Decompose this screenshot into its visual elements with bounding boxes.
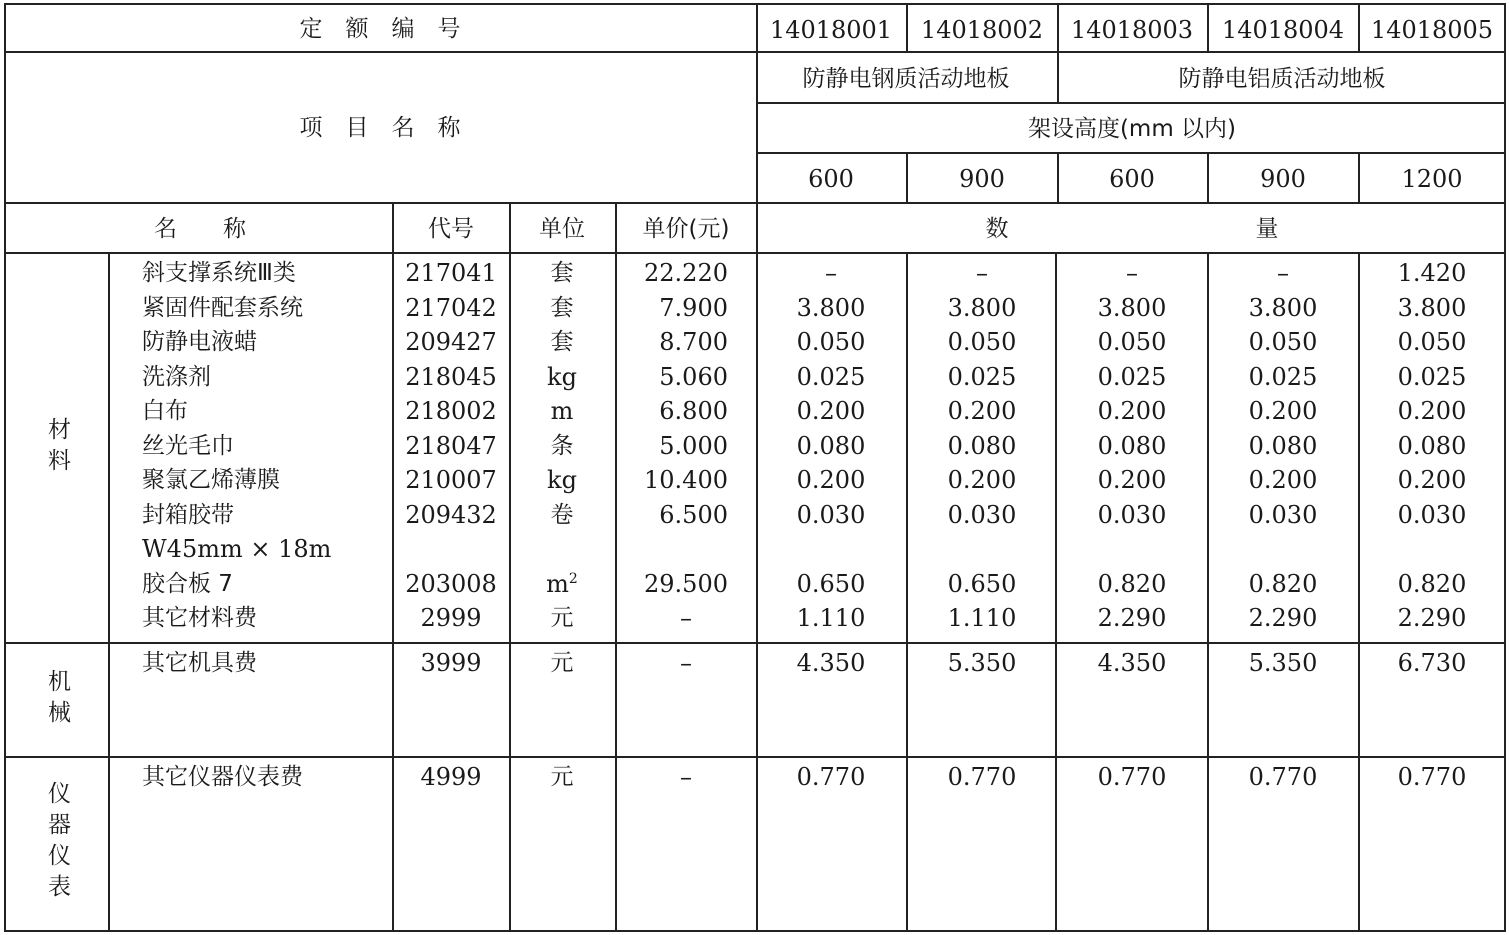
rule	[1358, 152, 1360, 204]
item-quantity: 1.110	[947, 604, 1017, 632]
item-quantity: 0.200	[1248, 397, 1318, 425]
item-quantity: 0.025	[796, 362, 866, 391]
item-quantity: 0.820	[1248, 569, 1318, 598]
item-quantity: 4.350	[1097, 649, 1167, 677]
item-quantity: 0.080	[796, 431, 866, 460]
item-quantity: 0.030	[796, 500, 866, 529]
item-quantity: 0.050	[1097, 328, 1167, 356]
item-name: 白布	[142, 398, 188, 424]
item-quantity: 0.820	[1097, 569, 1167, 598]
height-value: 900	[1260, 165, 1306, 193]
quota-table	[4, 3, 1506, 932]
item-price: 8.700	[659, 328, 728, 356]
item-quantity: 0.200	[1097, 397, 1167, 425]
rule	[1358, 5, 1360, 53]
item-code: 209427	[405, 328, 497, 356]
group-aluminum-floor: 防静电铝质活动地板	[1178, 66, 1386, 92]
item-unit: $m^2$	[546, 569, 578, 598]
item-quantity: 0.030	[1248, 500, 1318, 529]
rule	[1207, 5, 1209, 53]
item-quantity: 6.730	[1397, 649, 1467, 677]
item-code: 218045	[405, 362, 497, 391]
item-quantity: 0.770	[1397, 763, 1467, 791]
quota-code: 14018004	[1221, 16, 1345, 44]
item-quantity: 0.025	[1248, 362, 1318, 391]
item-unit: 套	[550, 294, 574, 321]
rule	[509, 202, 511, 931]
item-quantity: 2.290	[1248, 604, 1318, 632]
item-code: 203008	[405, 569, 497, 598]
item-name: W45mm × 18m	[142, 535, 332, 563]
item-name: 封箱胶带	[142, 501, 234, 528]
item-unit: m	[550, 397, 574, 425]
item-code: 210007	[405, 466, 497, 494]
item-code: 218002	[405, 397, 497, 425]
rule	[1207, 152, 1209, 204]
rule	[1358, 252, 1360, 931]
item-unit: kg	[547, 362, 577, 391]
quota-code: 14018001	[769, 16, 893, 44]
item-quantity: 0.030	[1097, 500, 1167, 529]
item-quantity: 0.050	[1248, 328, 1318, 356]
section-label-materials: 材料	[44, 417, 70, 479]
item-name: 斜支撑系统Ⅲ类	[142, 260, 296, 286]
column-header-price: 单价(元)	[642, 216, 730, 242]
item-price: 6.800	[659, 397, 728, 425]
item-quantity: 3.800	[1248, 293, 1318, 322]
item-quantity: –	[976, 259, 988, 287]
height-value: 900	[959, 165, 1005, 193]
item-code: 218047	[405, 431, 497, 460]
item-quantity: 0.770	[1248, 763, 1318, 791]
item-quantity: 0.200	[947, 466, 1017, 494]
item-quantity: 0.820	[1397, 569, 1467, 598]
rule	[756, 5, 758, 931]
item-name: 紧固件配套系统	[142, 294, 303, 321]
item-quantity: 0.080	[1397, 431, 1467, 460]
item-quantity: 0.050	[947, 328, 1017, 356]
item-price: –	[680, 649, 692, 677]
item-name: 聚氯乙烯薄膜	[142, 467, 280, 493]
item-price: –	[680, 763, 692, 791]
item-unit: kg	[547, 466, 577, 494]
item-quantity: 0.025	[1097, 362, 1167, 391]
item-quantity: 0.050	[1397, 328, 1467, 356]
item-code: 4999	[420, 763, 482, 791]
item-quantity: 0.030	[1397, 500, 1467, 529]
rule	[1057, 152, 1059, 204]
item-price: 5.000	[659, 431, 728, 460]
item-quantity: 0.200	[1248, 466, 1318, 494]
item-quantity: 4.350	[796, 649, 866, 677]
item-name: 防静电液蜡	[142, 329, 257, 355]
item-quantity: 0.025	[947, 362, 1017, 391]
item-price: 6.500	[659, 500, 728, 529]
rule	[1207, 252, 1209, 931]
rule	[392, 202, 394, 931]
item-quantity: 0.770	[796, 763, 866, 791]
item-quantity: –	[825, 259, 837, 287]
item-quantity: 0.080	[1097, 431, 1167, 460]
item-unit: 套	[550, 260, 574, 286]
item-name: 其它材料费	[142, 605, 257, 631]
item-quantity: 0.770	[947, 763, 1017, 791]
item-quantity: 0.200	[1097, 466, 1167, 494]
item-unit: 元	[550, 605, 574, 631]
rule	[756, 152, 1506, 154]
height-value: 600	[1109, 165, 1155, 193]
item-unit: 元	[550, 650, 574, 676]
item-quantity: 0.770	[1097, 763, 1167, 791]
section-label-machinery: 机械	[44, 669, 70, 731]
item-quantity: 0.650	[796, 569, 866, 598]
quota-number-label: 定 额 编 号	[299, 16, 461, 42]
item-unit: 套	[550, 329, 574, 355]
item-quantity: 2.290	[1097, 604, 1167, 632]
item-quantity: 3.800	[1397, 293, 1467, 322]
rule	[108, 252, 110, 931]
item-code: 3999	[420, 649, 482, 677]
item-quantity: 0.080	[947, 431, 1017, 460]
column-header-quantity: 量	[1255, 216, 1279, 242]
quota-code: 14018005	[1370, 16, 1494, 44]
section-label-instruments: 仪器仪表	[44, 781, 70, 905]
column-header-quantity: 数	[985, 216, 1009, 242]
item-unit: 条	[550, 432, 574, 459]
rule	[906, 5, 908, 53]
item-quantity: –	[1126, 259, 1138, 287]
item-quantity: 0.650	[947, 569, 1017, 598]
item-name: 其它机具费	[142, 650, 257, 676]
column-header-name: 名 称	[154, 216, 246, 242]
height-value: 600	[808, 165, 854, 193]
item-price: 10.400	[644, 466, 728, 494]
quota-code: 14018002	[920, 16, 1044, 44]
item-code: 2999	[420, 604, 482, 632]
rule	[1055, 252, 1057, 931]
item-code: 217042	[405, 293, 497, 322]
item-price: 5.060	[659, 362, 728, 391]
unit-superscript: 2	[568, 570, 578, 587]
item-price: 7.900	[659, 293, 728, 322]
item-quantity: 0.200	[796, 466, 866, 494]
item-code: 209432	[405, 500, 497, 529]
rule	[906, 252, 908, 931]
item-quantity: 0.200	[947, 397, 1017, 425]
column-header-code: 代号	[428, 216, 474, 242]
item-quantity: 0.050	[796, 328, 866, 356]
rule	[615, 202, 617, 931]
item-quantity: 0.200	[796, 397, 866, 425]
item-quantity: 1.420	[1397, 259, 1467, 287]
rule	[756, 102, 1506, 104]
item-name: 洗涤剂	[142, 363, 211, 390]
item-quantity: 5.350	[1248, 649, 1318, 677]
item-name: 丝光毛巾	[142, 432, 234, 459]
item-price: –	[680, 604, 692, 632]
item-unit: 元	[550, 764, 574, 790]
item-quantity: 2.290	[1397, 604, 1467, 632]
item-quantity: 0.030	[947, 500, 1017, 529]
item-unit: 卷	[550, 501, 574, 528]
item-quantity: –	[1277, 259, 1289, 287]
rule	[1057, 5, 1059, 103]
item-price: 22.220	[644, 259, 728, 287]
column-header-unit: 单位	[539, 216, 585, 242]
item-quantity: 0.080	[1248, 431, 1318, 460]
height-label: 架设高度(mm 以内)	[1027, 116, 1237, 142]
item-quantity: 0.025	[1397, 362, 1467, 391]
item-code: 217041	[405, 259, 497, 287]
item-quantity: 5.350	[947, 649, 1017, 677]
item-quantity: 3.800	[1097, 293, 1167, 322]
group-steel-floor: 防静电钢质活动地板	[802, 66, 1010, 92]
item-quantity: 1.110	[796, 604, 866, 632]
quota-code: 14018003	[1070, 16, 1194, 44]
item-quantity: 3.800	[947, 293, 1017, 322]
height-value: 1200	[1401, 165, 1463, 193]
item-quantity: 0.200	[1397, 397, 1467, 425]
item-quantity: 3.800	[796, 293, 866, 322]
item-name: 其它仪器仪表费	[142, 764, 303, 790]
item-name: 胶合板 7	[142, 570, 233, 597]
item-quantity: 0.200	[1397, 466, 1467, 494]
rule	[906, 152, 908, 204]
item-name-label: 项 目 名 称	[299, 115, 461, 141]
item-price: 29.500	[644, 569, 728, 598]
